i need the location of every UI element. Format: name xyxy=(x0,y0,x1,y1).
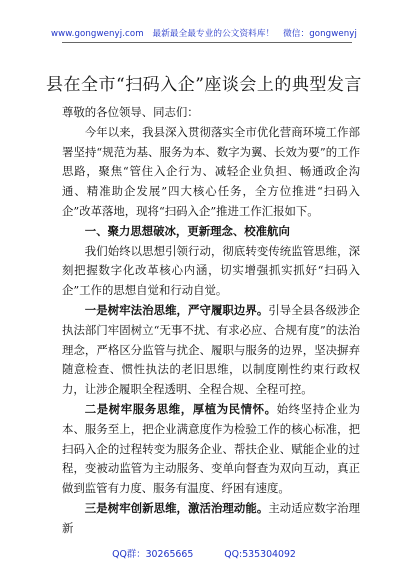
header-divider xyxy=(62,42,352,43)
footer-qq-group: QQ群：30265665 xyxy=(112,549,194,560)
document-title: 县在全市“扫码入企”座谈会上的典型发言 xyxy=(46,75,362,95)
point-lead: 二是树牢服务思维，厚植为民情怀。 xyxy=(84,401,277,416)
point-lead: 三是树牢创新思维，激活治理动能。 xyxy=(84,500,269,515)
header-slogan: 最新最全最专业的公文资料库！ xyxy=(152,29,275,39)
point-paragraph-3 xyxy=(62,499,360,539)
header-site-link[interactable]: www.gongwenyj.com xyxy=(51,29,144,39)
point-text: 始终坚持企业为本、服务至上，把企业满意度作为检验工作的核心标准，把扫码入企的过程转变为服务企业、帮扶企业、赋能企业的过程，变被动监管为主动服务、变单向督查为双向互动，真正做到监管有力度、服务有温度、纾困有速度。 xyxy=(62,401,360,496)
page-header xyxy=(0,27,408,39)
document-body xyxy=(62,103,360,539)
salutation: 尊敬的各位领导、同志们： xyxy=(62,105,199,119)
section-heading-1: 一、聚力思想破冰，更新理念、校准航向 xyxy=(84,223,290,238)
point-text: 引导全县各级涉企执法部门牢固树立“无事不扰、有求必应、合规有度”的法治理念，严格区分监管与扰企、履职与服务的边界，坚决摒弃随意检查、惯性执法的老旧思维，以制度刚性约束行政权力，让涉企履职全程透明、全程合规、全程可控。 xyxy=(62,302,360,397)
footer-qq: QQ:535304092 xyxy=(224,549,296,560)
point-paragraph-1 xyxy=(62,301,360,400)
section-paragraph-1: 我们始终以思想引领行动，彻底转变传统监管思维，深刻把握数字化改革核心内涵，切实增强抓实抓好“扫码入企”工作的思想自觉和行动自觉。 xyxy=(62,243,360,298)
page-footer xyxy=(0,546,408,560)
point-text: 主动适应数字治理新 xyxy=(62,500,360,535)
intro-paragraph: 今年以来，我县深入贯彻落实全市优化营商环境工作部署坚持“规范为基、服务为本、数字为翼、长效为要”的工作思路，聚焦“管住入企行为、减轻企业负担、畅通政企沟通、精准助企发展”四大核心任务，全方位推进“扫码入企”改革落地，现将“扫码入企”推进工作汇报如下。 xyxy=(62,124,360,218)
point-lead: 一是树牢法治思维，严守履职边界。 xyxy=(84,302,269,317)
header-wechat: 微信：gongwenyj xyxy=(283,29,357,39)
point-paragraph-2 xyxy=(62,400,360,499)
